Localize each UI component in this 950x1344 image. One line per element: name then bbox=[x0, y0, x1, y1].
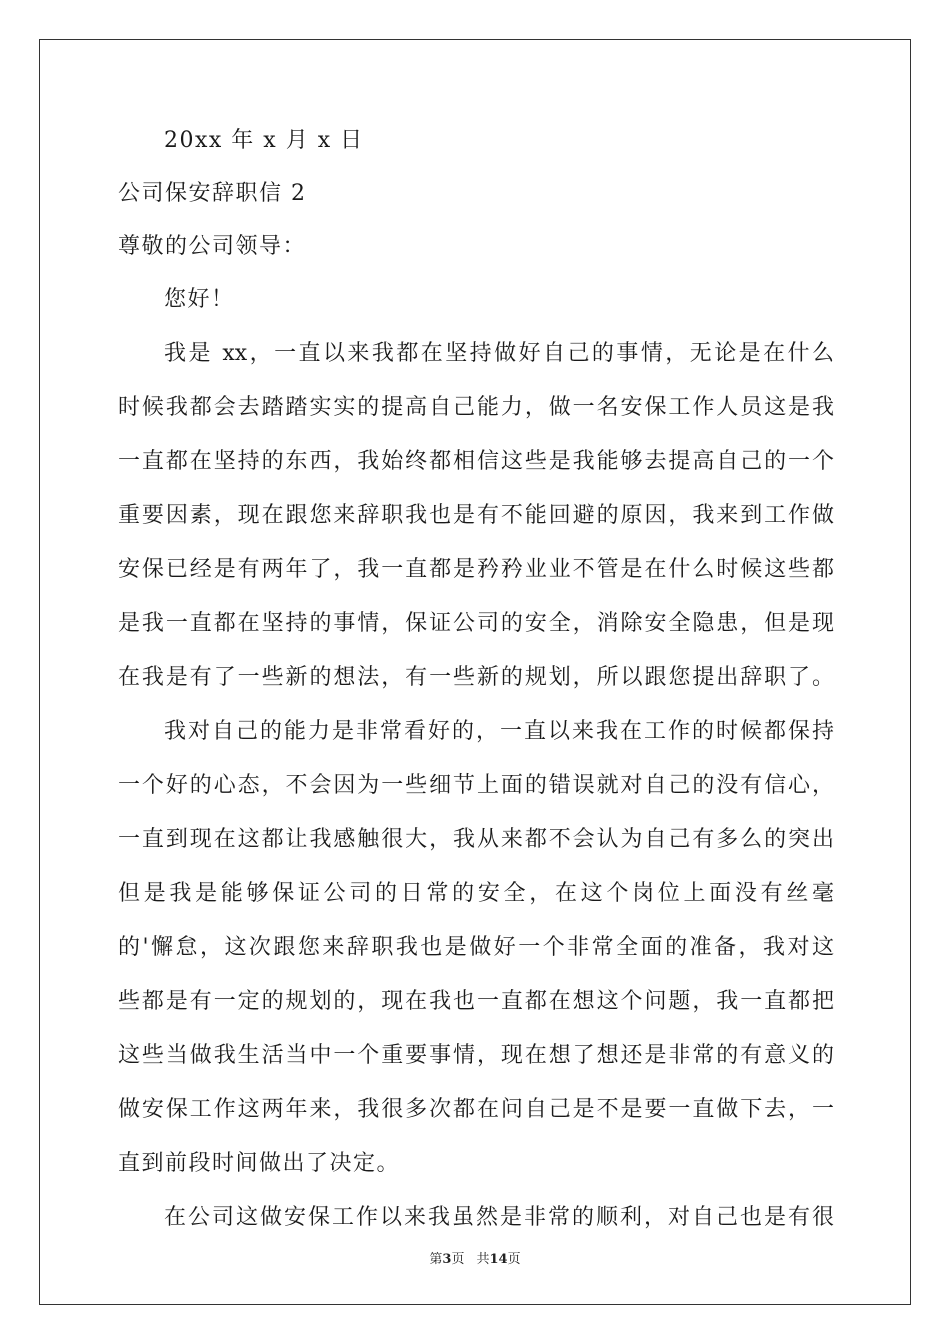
paragraph-3 bbox=[118, 1205, 834, 1231]
paragraph-line: 这些当做我生活当中一个重要事情，现在想了想还是非常的有意义的 bbox=[118, 1043, 834, 1068]
page-suffix: 页 bbox=[451, 1252, 465, 1267]
paragraph-2 bbox=[118, 719, 834, 1177]
paragraph-line: 重要因素，现在跟您来辞职我也是有不能回避的原因，我来到工作做 bbox=[118, 503, 834, 528]
paragraph-line: 是我一直都在坚持的事情，保证公司的安全，消除安全隐患，但是现 bbox=[118, 611, 834, 636]
page-prefix: 第 bbox=[429, 1252, 443, 1267]
paragraph-line: 一直都在坚持的东西，我始终都相信这些是我能够去提高自己的一个 bbox=[118, 449, 834, 474]
paragraph-line: 的'懈怠，这次跟您来辞职我也是做好一个非常全面的准备，我对这 bbox=[118, 935, 834, 960]
letter-salutation: 尊敬的公司领导： bbox=[118, 234, 307, 259]
paragraph-line: 直到前段时间做出了决定。 bbox=[118, 1151, 401, 1176]
letter-body bbox=[118, 128, 834, 1259]
paragraph-line: 安保已经是有两年了，我一直都是矜矜业业不管是在什么时候这些都 bbox=[118, 557, 834, 582]
paragraph-line: 一直到现在这都让我感触很大，我从来都不会认为自己有多么的突出 bbox=[118, 827, 834, 852]
paragraph-line: 我对自己的能力是非常看好的，一直以来我在工作的时候都保持 bbox=[164, 719, 834, 744]
paragraph-line: 一个好的心态，不会因为一些细节上面的错误就对自己的没有信心， bbox=[118, 773, 834, 798]
page-current: 3 bbox=[442, 1252, 452, 1267]
paragraph-line: 在我是有了一些新的想法，有一些新的规划，所以跟您提出辞职了。 bbox=[118, 665, 834, 690]
page-total: 14 bbox=[489, 1252, 508, 1267]
letter-greeting: 您好！ bbox=[164, 287, 235, 312]
paragraph-line: 做安保工作这两年来，我很多次都在问自己是不是要一直做下去，一 bbox=[118, 1097, 834, 1122]
paragraph-line: 时候我都会去踏踏实实的提高自己能力，做一名安保工作人员这是我 bbox=[118, 395, 834, 420]
paragraph-line: 在公司这做安保工作以来我虽然是非常的顺利，对自己也是有很 bbox=[164, 1205, 834, 1230]
total-prefix: 共 bbox=[476, 1252, 490, 1267]
paragraph-line: 但是我是能够保证公司的日常的安全，在这个岗位上面没有丝毫 bbox=[118, 881, 834, 906]
paragraph-line: 我是 xx，一直以来我都在坚持做好自己的事情，无论是在什么 bbox=[164, 341, 834, 366]
paragraph-1 bbox=[118, 341, 834, 691]
paragraph-line: 些都是有一定的规划的，现在我也一直都在想这个问题，我一直都把 bbox=[118, 989, 834, 1014]
page-footer bbox=[0, 1248, 950, 1267]
letter-title: 公司保安辞职信 2 bbox=[118, 181, 307, 206]
letter-date: 20xx 年 x 月 x 日 bbox=[164, 128, 364, 153]
total-suffix: 页 bbox=[507, 1252, 521, 1267]
